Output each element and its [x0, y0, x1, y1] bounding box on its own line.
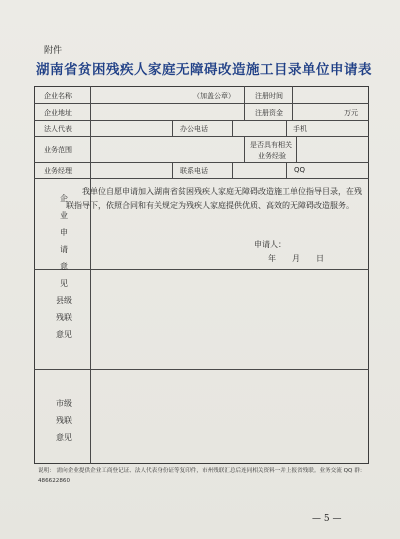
column-divider — [232, 120, 233, 136]
row-divider — [34, 120, 369, 121]
column-divider — [292, 86, 293, 120]
column-divider — [172, 162, 173, 178]
date-label: 年 月 日 — [268, 254, 324, 263]
row-divider — [34, 136, 369, 137]
column-divider — [244, 136, 245, 162]
application-statement: 我单位自愿申请加入湖南省贫困残疾人家庭无障碍改造施工单位指导目录，在残联指导下，依照合同和有关规定为残疾人家庭提供优质、高效的无障碍改造服务。 — [66, 187, 362, 210]
company-name-label: 企业名称 — [44, 92, 72, 100]
related-experience-label: 业务经验 — [258, 152, 286, 160]
column-divider — [172, 120, 173, 136]
page-number: — 5 — — [312, 514, 342, 524]
company-address-label: 企业地址 — [44, 109, 72, 117]
column-divider — [296, 136, 297, 162]
form-title: 湖南省贫困残疾人家庭无障碍改造施工目录单位申请表 — [36, 62, 372, 78]
stamp-note: （加盖公章） — [193, 92, 235, 100]
business-manager-label: 业务经理 — [44, 167, 72, 175]
row-divider — [34, 162, 369, 163]
reg-capital-label: 注册资金 — [255, 109, 283, 117]
county-opinion-heading: 县级 残联 意见 — [56, 296, 72, 339]
applicant-label: 申请人： — [254, 240, 286, 249]
company-opinion-heading: 企 业 申 请 意 见 — [60, 194, 68, 288]
mobile-label: 手机 — [293, 125, 307, 133]
column-divider — [232, 162, 233, 178]
attachment-label: 附件 — [44, 46, 63, 56]
legal-rep-label: 法人代表 — [44, 125, 72, 133]
contact-phone-label: 联系电话 — [180, 167, 208, 175]
column-divider — [286, 162, 287, 178]
column-divider — [286, 120, 287, 136]
qq-label: QQ — [294, 166, 306, 174]
form-note: 说明： 需向企业提供企业工商登记证、法人代表身份证等复印件，市州残联汇总后连同相关资料一并上报省残联。业务交流 QQ 群：486622860 — [38, 468, 366, 484]
city-opinion-heading: 市级 残联 意见 — [56, 399, 72, 442]
related-experience-label: 是否具有相关 — [250, 141, 292, 149]
row-divider — [34, 269, 369, 270]
application-form-table — [34, 86, 369, 464]
row-divider — [34, 369, 369, 370]
office-phone-label: 办公电话 — [180, 125, 208, 133]
column-divider — [244, 86, 245, 120]
row-divider — [34, 103, 369, 104]
reg-time-label: 注册时间 — [255, 92, 283, 100]
capital-unit: 万元 — [344, 109, 358, 117]
column-divider — [90, 86, 91, 464]
row-divider — [34, 178, 369, 179]
business-scope-label: 业务范围 — [44, 146, 72, 154]
